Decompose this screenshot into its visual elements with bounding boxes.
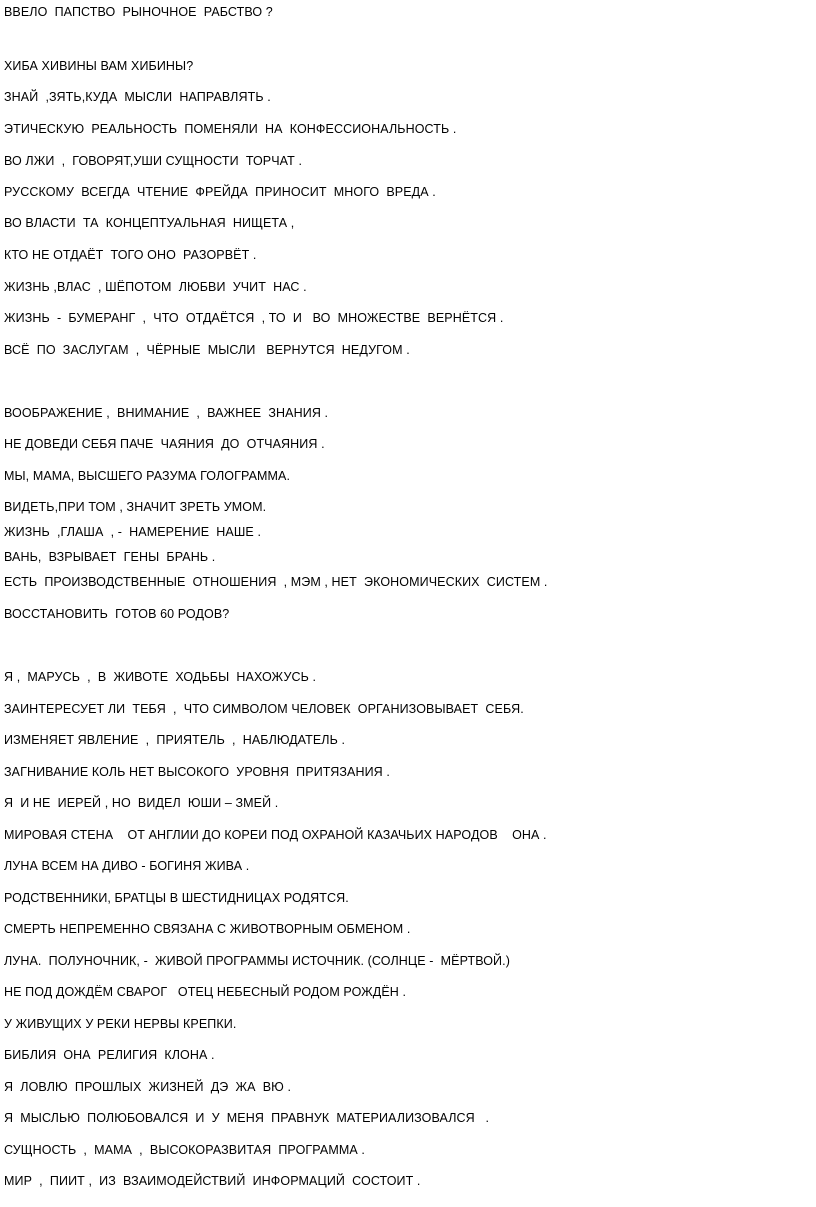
text-line: КТО НЕ ОТДАЁТ ТОГО ОНО РАЗОРВЁТ .	[4, 248, 257, 262]
text-line: СУЩНОСТЬ , МАМА , ВЫСОКОРАЗВИТАЯ ПРОГРАММА .	[4, 1143, 365, 1157]
text-line: Я , МАРУСЬ , В ЖИВОТЕ ХОДЬБЫ НАХОЖУСЬ .	[4, 670, 317, 684]
text-line: СМЕРТЬ НЕПРЕМЕННО СВЯЗАНА С ЖИВОТВОРНЫМ ОБМЕНОМ .	[4, 922, 411, 936]
text-line: ВВЕЛО ПАПСТВО РЫНОЧНОЕ РАБСТВО ?	[4, 5, 273, 19]
text-line: ЕСТЬ ПРОИЗВОДСТВЕННЫЕ ОТНОШЕНИЯ , МЭМ , НЕТ ЭКОНОМИЧЕСКИХ СИСТЕМ .	[4, 575, 548, 589]
text-line: НЕ ДОВЕДИ СЕБЯ ПАЧЕ ЧАЯНИЯ ДО ОТЧАЯНИЯ .	[4, 437, 325, 451]
text-line: ЗАИНТЕРЕСУЕТ ЛИ ТЕБЯ , ЧТО СИМВОЛОМ ЧЕЛОВЕК ОРГАНИЗОВЫВАЕТ СЕБЯ.	[4, 702, 524, 716]
text-line: У ЖИВУЩИХ У РЕКИ НЕРВЫ КРЕПКИ.	[4, 1017, 237, 1031]
text-line: МЫ, МАМА, ВЫСШЕГО РАЗУМА ГОЛОГРАММА.	[4, 469, 291, 483]
text-line: РУССКОМУ ВСЕГДА ЧТЕНИЕ ФРЕЙДА ПРИНОСИТ МНОГО ВРЕДА .	[4, 185, 436, 199]
text-line: ЖИЗНЬ - БУМЕРАНГ , ЧТО ОТДАЁТСЯ , ТО И ВО МНОЖЕСТВЕ ВЕРНЁТСЯ .	[4, 311, 504, 325]
text-line: ЖИЗНЬ ,ВЛАС , ШЁПОТОМ ЛЮБВИ УЧИТ НАС .	[4, 280, 307, 294]
text-line: НЕ ПОД ДОЖДЁМ СВАРОГ ОТЕЦ НЕБЕСНЫЙ РОДОМ РОЖДЁН .	[4, 985, 407, 999]
text-line: ИЗМЕНЯЕТ ЯВЛЕНИЕ , ПРИЯТЕЛЬ , НАБЛЮДАТЕЛЬ .	[4, 733, 346, 747]
text-line: ЛУНА ВСЕМ НА ДИВО - БОГИНЯ ЖИВА .	[4, 859, 250, 873]
text-line: ЭТИЧЕСКУЮ РЕАЛЬНОСТЬ ПОМЕНЯЛИ НА КОНФЕССИОНАЛЬНОСТЬ .	[4, 122, 457, 136]
text-line: ЛУНА. ПОЛУНОЧНИК, - ЖИВОЙ ПРОГРАММЫ ИСТОЧНИК. (СОЛНЦЕ - МЁРТВОЙ.)	[4, 954, 510, 968]
text-line: РОДСТВЕННИКИ, БРАТЦЫ В ШЕСТИДНИЦАХ РОДЯТСЯ.	[4, 891, 349, 905]
text-line: Я МЫСЛЬЮ ПОЛЮБОВАЛСЯ И У МЕНЯ ПРАВНУК МАТЕРИАЛИЗОВАЛСЯ .	[4, 1111, 490, 1125]
text-line: ВО ЛЖИ , ГОВОРЯТ,УШИ СУЩНОСТИ ТОРЧАТ .	[4, 154, 303, 168]
text-line: ВАНЬ, ВЗРЫВАЕТ ГЕНЫ БРАНЬ .	[4, 550, 216, 564]
text-line: ЗАГНИВАНИЕ КОЛЬ НЕТ ВЫСОКОГО УРОВНЯ ПРИТЯЗАНИЯ .	[4, 765, 390, 779]
text-line: Я ЛОВЛЮ ПРОШЛЫХ ЖИЗНЕЙ ДЭ ЖА ВЮ .	[4, 1080, 292, 1094]
text-line: ВО ВЛАСТИ ТА КОНЦЕПТУАЛЬНАЯ НИЩЕТА ,	[4, 216, 295, 230]
text-line: ВСЁ ПО ЗАСЛУГАМ , ЧЁРНЫЕ МЫСЛИ ВЕРНУТСЯ НЕДУГОМ .	[4, 343, 410, 357]
text-line: ЗНАЙ ,ЗЯТЬ,КУДА МЫСЛИ НАПРАВЛЯТЬ .	[4, 90, 271, 104]
text-line: ЖИЗНЬ ,ГЛАША , - НАМЕРЕНИЕ НАШЕ .	[4, 525, 262, 539]
text-line: ВОССТАНОВИТЬ ГОТОВ 60 РОДОВ?	[4, 607, 230, 621]
text-line: МИРОВАЯ СТЕНА ОТ АНГЛИИ ДО КОРЕИ ПОД ОХРАНОЙ КАЗАЧЬИХ НАРОДОВ ОНА .	[4, 828, 547, 842]
text-line: БИБЛИЯ ОНА РЕЛИГИЯ КЛОНА .	[4, 1048, 215, 1062]
text-line: Я И НЕ ИЕРЕЙ , НО ВИДЕЛ ЮШИ – ЗМЕЙ .	[4, 796, 279, 810]
text-line: ХИБА ХИВИНЫ ВАМ ХИБИНЫ?	[4, 59, 194, 73]
text-line: ВООБРАЖЕНИЕ , ВНИМАНИЕ , ВАЖНЕЕ ЗНАНИЯ .	[4, 406, 329, 420]
text-line: МИР , ПИИТ , ИЗ ВЗАИМОДЕЙСТВИЙ ИНФОРМАЦИЙ СОСТОИТ .	[4, 1174, 421, 1188]
text-line: ВИДЕТЬ,ПРИ ТОМ , ЗНАЧИТ ЗРЕТЬ УМОМ.	[4, 500, 267, 514]
